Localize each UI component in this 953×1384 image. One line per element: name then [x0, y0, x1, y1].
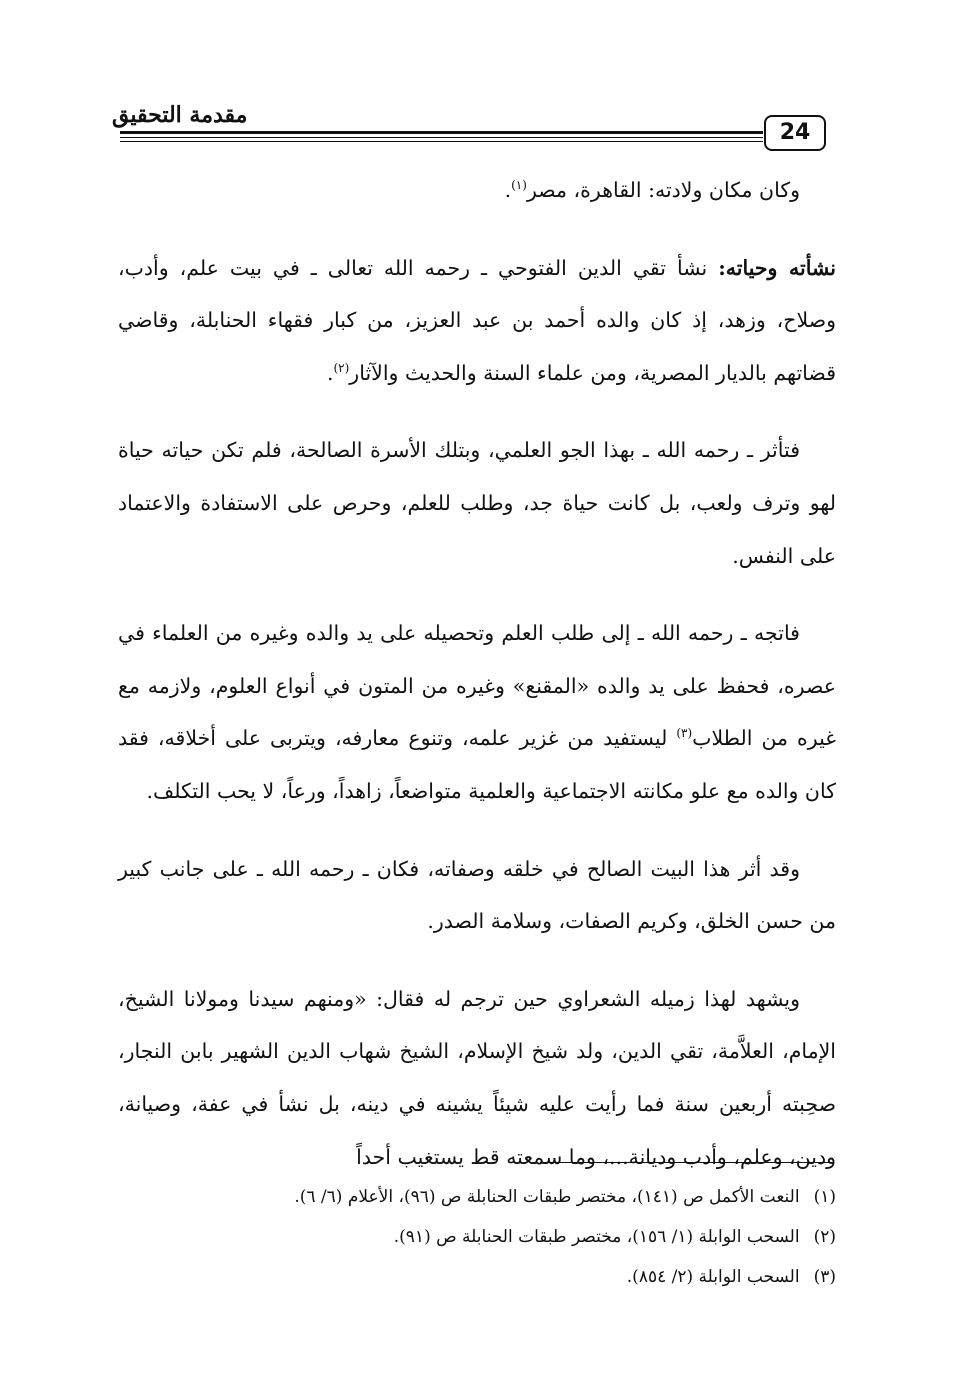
- footnote-text: النعت الأكمل ص (١٤١)، مختصر طبقات الحنابلة ص (٩٦)، الأعلام (٦/ ٦).: [294, 1187, 800, 1207]
- paragraph-punct: .: [504, 178, 512, 202]
- paragraph-influence: فتأثر ـ رحمه الله ـ بهذا الجو العلمي، وبتلك الأسرة الصالحة، فلم تكن حياته حياة لهو وترف ولعب، بل كانت حياة جد، وطلب للعلم، وحرص على الاستفادة والاعتماد على النفس.: [118, 438, 836, 568]
- header-rule-thick: [120, 131, 763, 134]
- footnote-number: (١): [813, 1187, 836, 1207]
- paragraph-upbringing: [118, 242, 836, 400]
- paragraph-punct: .: [326, 360, 334, 385]
- footnote-ref-3: (٣): [676, 726, 693, 741]
- page-number: 24: [764, 115, 826, 151]
- footnote-separator: [540, 1162, 832, 1163]
- footnote-number: (٣): [813, 1267, 836, 1287]
- header-rule-thin: [120, 137, 763, 138]
- footnote-2: [118, 1221, 836, 1253]
- footnote-number: (٢): [813, 1227, 836, 1247]
- section-lead-heading: نشأته وحياته:: [718, 255, 836, 280]
- paragraph-text: نشأ تقي الدين الفتوحي ـ رحمه الله تعالى ـ في بيت علم، وأدب، وصلاح، وزهد، إذ كان والده أحمد بن عبد العزيز، من كبار فقهاء الحنابلة، وقاضي قضاتهم بالديار المصرية، ومن علماء السنة والحديث والآثار: [118, 255, 836, 385]
- main-text: [118, 164, 836, 1208]
- paragraph-testimony: ويشهد لهذا زميله الشعراوي حين ترجم له فقال: «ومنهم سيدنا ومولانا الشيخ، الإمام، العلاَّمة، تقي الدين، ولد شيخ الإسلام، الشيخ شهاب الدين الشهير بابن النجار، صحِبته أربعين سنة فما رأيت عليه شيئاً يشينه في دينه، بل نشأ في عفة، وصيانة، ودين، وعلم، وأدب وديانة...، وما سمعته قط يستغيب أحداً: [118, 986, 836, 1169]
- footnote-ref-1: (١): [511, 178, 527, 193]
- running-header-title: مقدمة التحقيق: [112, 102, 248, 128]
- footnote-3: [118, 1261, 836, 1293]
- paragraph-birthplace: [118, 164, 836, 217]
- footnote-text: السحب الوابلة (١/ ١٥٦)، مختصر طبقات الحنابلة ص (٩١).: [393, 1227, 800, 1247]
- paragraph-studies: [118, 607, 836, 817]
- paragraph-character: وقد أثر هذا البيت الصالح في خلقه وصفاته، فكان ـ رحمه الله ـ على جانب كبير من حسن الخلق، وكريم الصفات، وسلامة الصدر.: [118, 856, 836, 934]
- paragraph-text: ليستفيد من غزير علمه، وتنوع معارفه، ويتربى على أخلاقه، فقد كان والده مع علو مكانته الاجتماعية والعلمية متواضعاً، زاهداً، ورعاً، لا يحب التكلف.: [118, 726, 836, 803]
- footnotes: [118, 1181, 836, 1301]
- paragraph-text: فاتجه ـ رحمه الله ـ إلى طلب العلم وتحصيله على يد والده وغيره من العلماء في عصره، فحفظ على يد والده «المقنع» وغيره من المتون في أنواع العلوم، ولازمه مع غيره من الطلاب: [118, 621, 836, 751]
- footnote-ref-2: (٢): [333, 360, 350, 375]
- paragraph-text: وكان مكان ولادته: القاهرة، مصر: [526, 178, 800, 202]
- header-rule-thin-lower: [120, 141, 763, 142]
- footnote-1: [118, 1181, 836, 1213]
- footnote-text: السحب الوابلة (٢/ ٨٥٤).: [626, 1267, 800, 1287]
